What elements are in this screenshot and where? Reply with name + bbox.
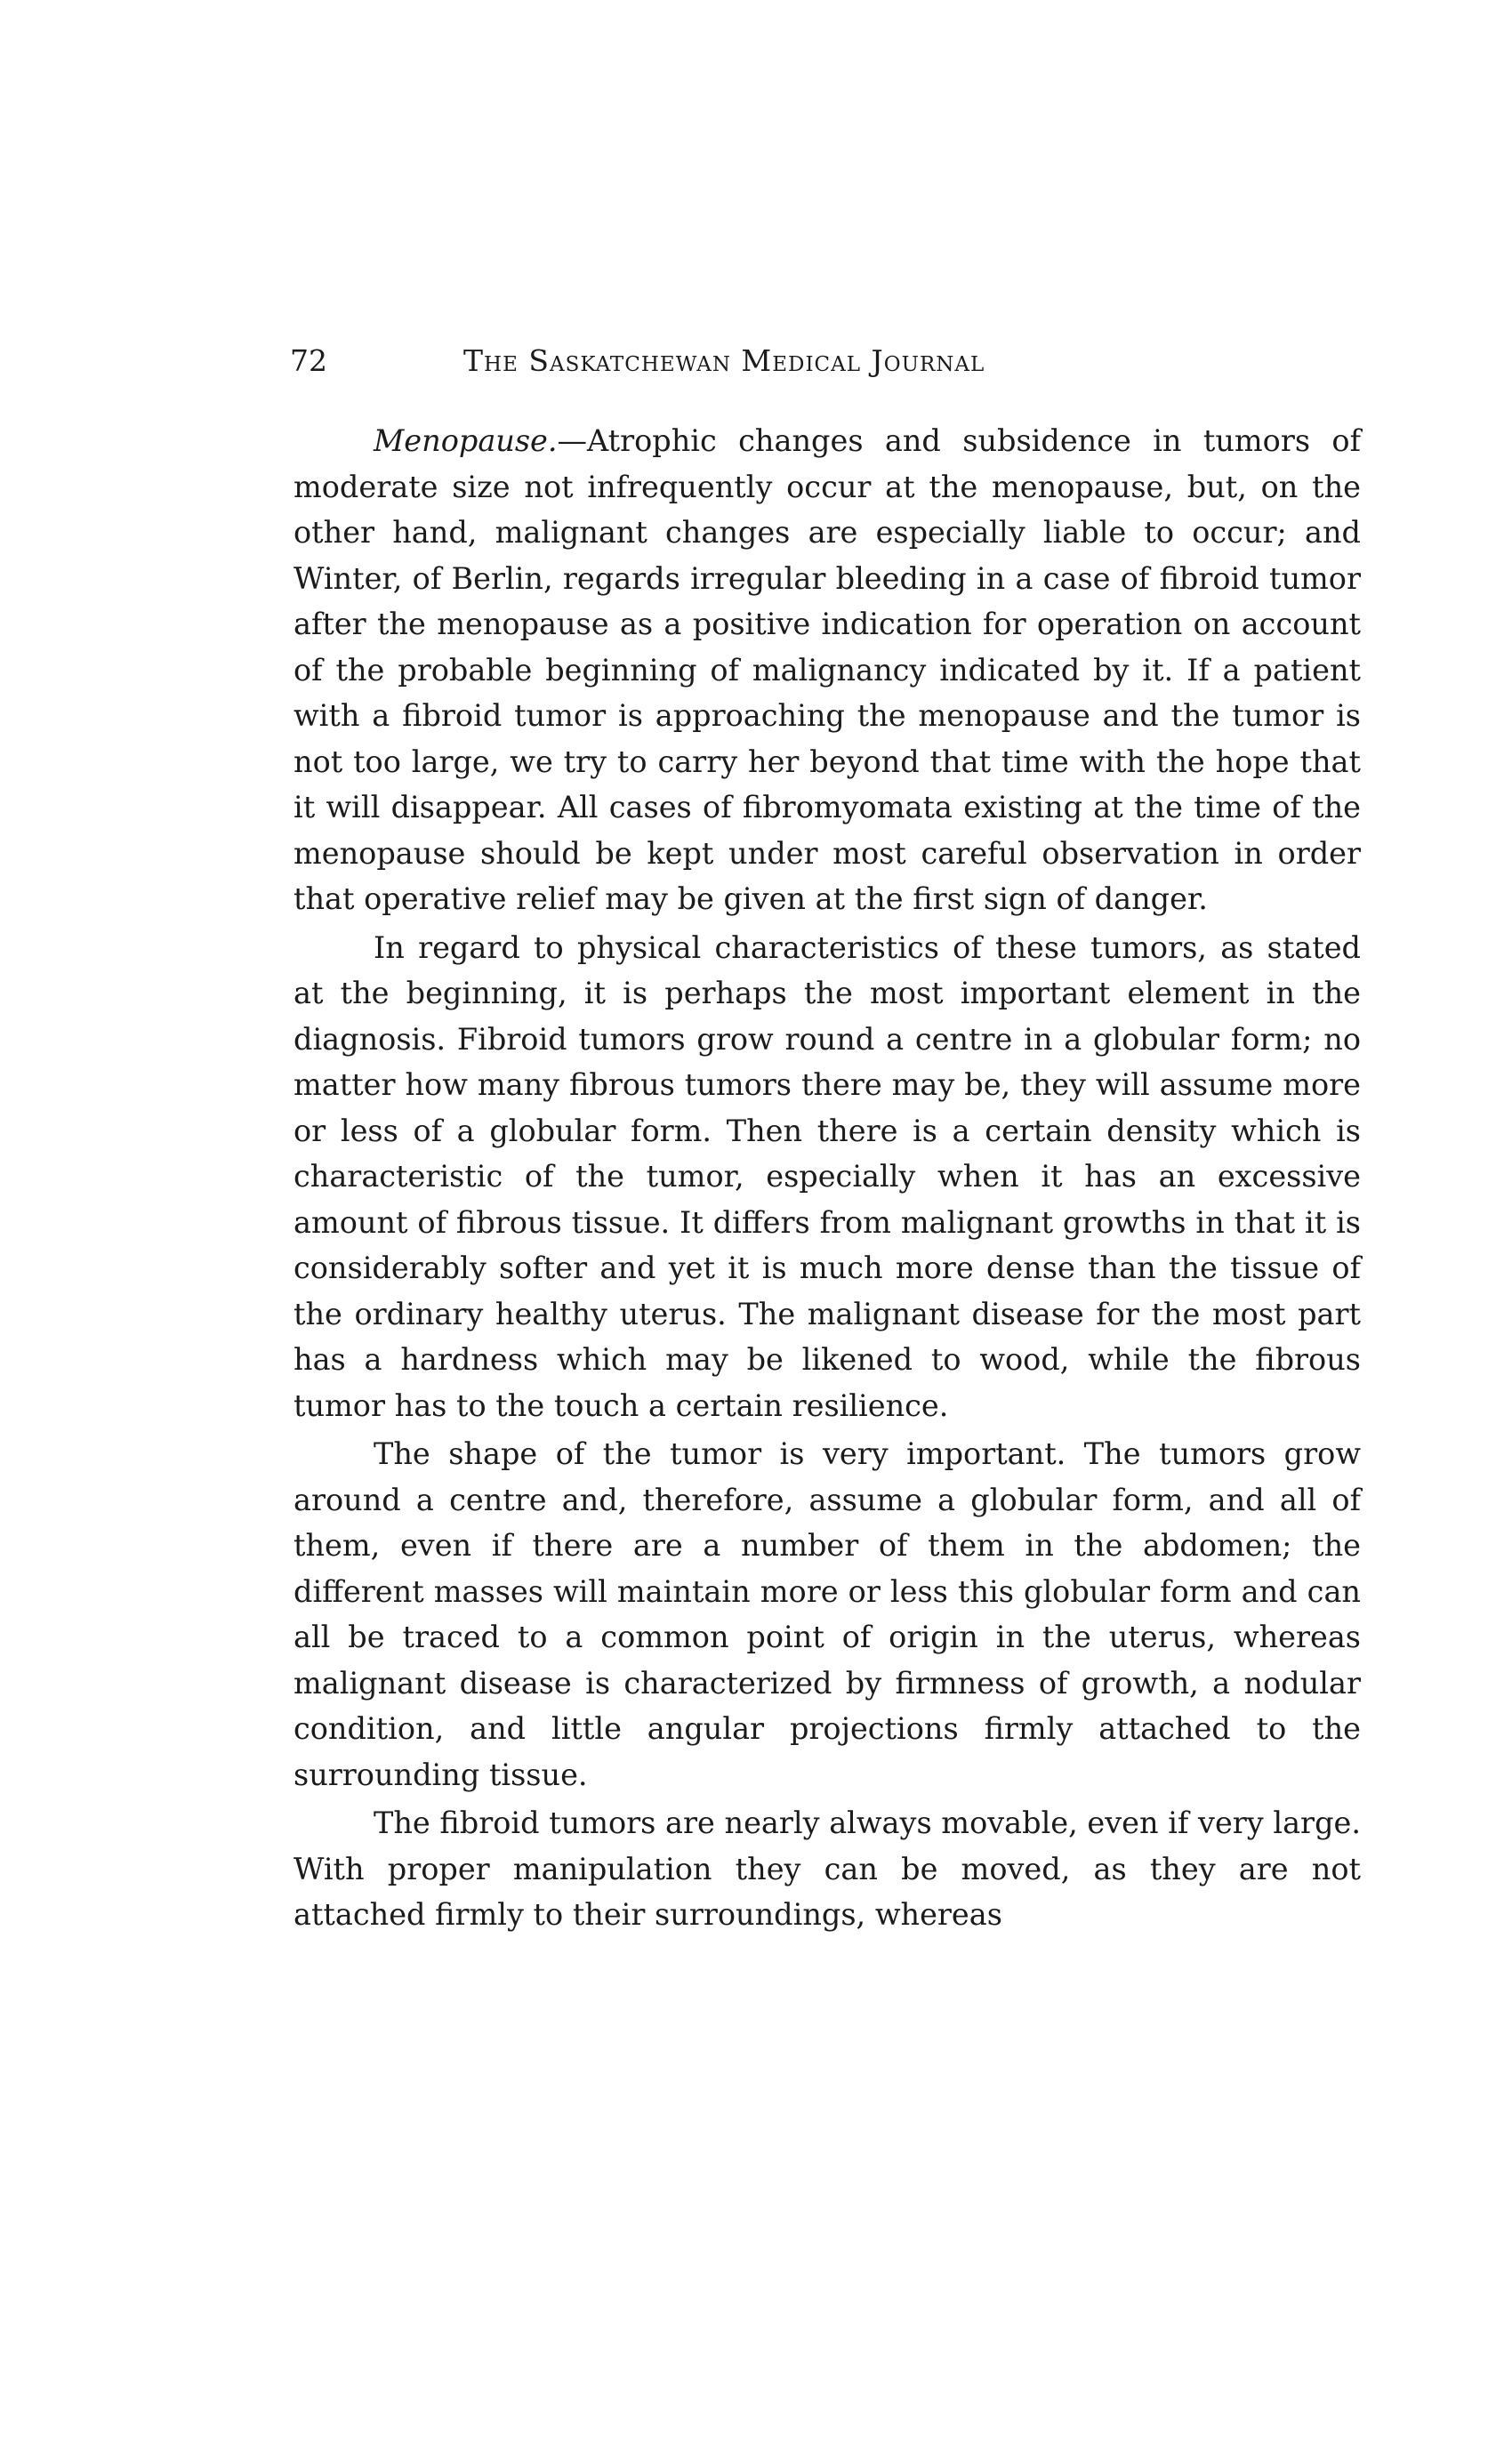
page-header [290,340,1357,382]
paragraph-lead: Menopause. [374,423,558,458]
paragraph-physical-characteristics: In regard to physical characteristics of these tumors, as stated at the beginning, it is perhaps the most important element in the diagnosis. Fibroid tumors grow round a centre in a globular form; no matter how many fibrous tumors there may be, they will assume more or less of a globular form. Then there is a certain density which is characteristic of the tumor, especially when it has an excessive amount of fibrous tissue. It differs from malignant growths in that it is considerably softer and yet it is much more dense than the tissue of the ordinary healthy uterus. The malignant disease for the most part has a hardness which may be likened to wood, while the fibrous tumor has to the touch a certain resilience. [294,929,1361,1423]
running-head: The Saskatchewan Medical Journal [463,343,985,378]
paragraph-shape: The shape of the tumor is very important. The tumors grow around a centre and, therefore, assume a globular form, and all of them, even if there are a number of them in the abdomen; the different masses will maintain more or less this globular form and can all be traced to a common point of origin in the uterus, whereas malignant disease is characterized by firmness of growth, a nodular condition, and little angular projections firmly attached to the surrounding tissue. [294,1436,1361,1792]
paragraph-text: —Atrophic changes and subsidence in tumors of moderate size not infrequently occur at the menopause, but, on the other hand, malignant changes are especially liable to occur; and Winter, of Berlin, regards irregular bleeding in a case of fibroid tumor after the menopause as a positive indication for operation on account of the probable beginning of malignancy indicated by it. If a patient with a fibroid tumor is approaching the menopause and the tumor is not too large, we try to carry her beyond that time with the hope that it will disappear. All cases of fibromyomata existing at the time of the menopause should be kept under most careful observation in order that operative relief may be given at the first sign of danger. [294,423,1361,916]
page-number: 72 [290,343,327,378]
paragraph-mobility: The fibroid tumors are nearly always movable, even if very large. With proper manipulation they can be moved, as they are not attached firmly to their surroundings, whereas [294,1806,1361,1932]
paragraph-menopause [294,418,1361,922]
body-text [294,418,1361,1938]
